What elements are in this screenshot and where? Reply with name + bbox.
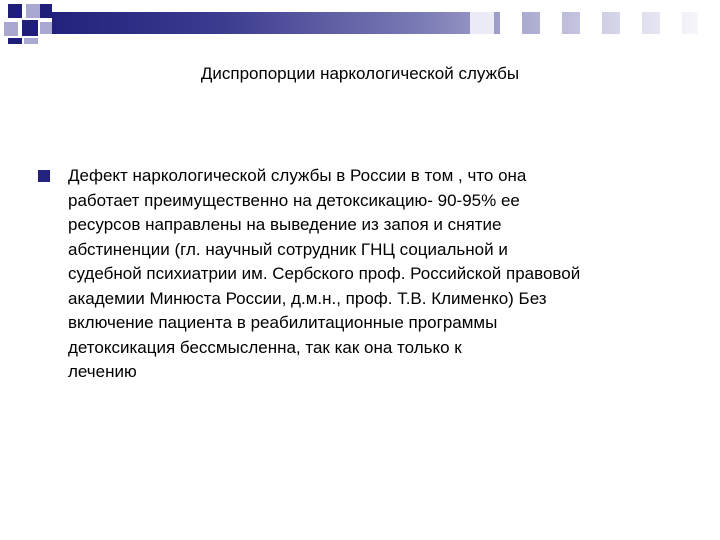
bar-square-icon — [470, 12, 494, 34]
decor-square-icon — [8, 4, 22, 18]
decor-square-icon — [26, 4, 40, 18]
text-line: включение пациента в реабилитационные программы — [68, 313, 498, 332]
text-line: Дефект наркологической службы в России в том , что она — [68, 166, 527, 185]
decor-square-icon — [8, 38, 22, 44]
text-line — [68, 336, 672, 361]
bar-square-icon — [500, 12, 522, 34]
text-line: судебной психиатрии им. Сербского проф. Российской правовой — [68, 264, 581, 283]
decor-square-icon — [40, 22, 52, 34]
slide-title: Диспропорции наркологической службы — [200, 64, 520, 83]
square-bullet-icon — [38, 170, 50, 182]
bar-square-icon — [580, 12, 602, 34]
text-line: академии Минюста России, д.м.н., проф. Т.В. Клименко) Без — [68, 288, 547, 308]
text-line: абстиненции (гл. научный сотрудник ГНЦ социальной и — [68, 239, 508, 259]
bullet-item — [38, 164, 686, 385]
bar-square-icon — [698, 12, 720, 34]
text-line-left: детоксикация бессмысленна, так как она только — [68, 337, 450, 357]
bar-square-icon — [540, 12, 562, 34]
decor-square-icon — [24, 38, 38, 44]
bar-square-icon — [660, 12, 682, 34]
text-line: работает преимущественно на детоксикацию- 90-95% ее — [68, 190, 520, 210]
decor-square-icon — [40, 4, 52, 18]
bullet-text — [68, 164, 678, 385]
bar-square-icon — [620, 12, 642, 34]
text-line: лечению — [68, 362, 137, 381]
decor-square-icon — [22, 20, 38, 36]
slide-body — [38, 164, 686, 385]
text-line: ресурсов направлены на выведение из запоя и снятие — [68, 215, 502, 234]
decor-square-icon — [4, 22, 18, 36]
text-line-right: к — [454, 337, 462, 357]
